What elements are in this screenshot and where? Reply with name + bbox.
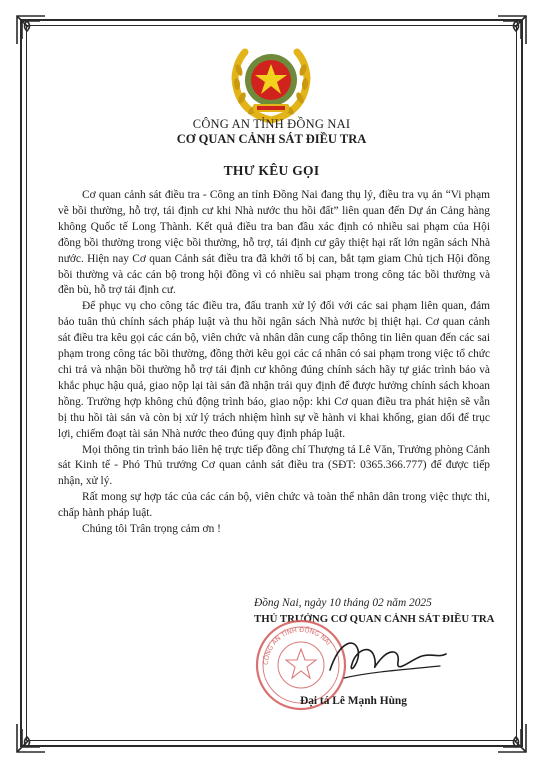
signer-position: THỦ TRƯỞNG CƠ QUAN CẢNH SÁT ĐIỀU TRA bbox=[254, 613, 495, 625]
document-title: THƯ KÊU GỌI bbox=[223, 163, 320, 178]
letter-body bbox=[58, 188, 490, 538]
signer-name: Đại tá Lê Mạnh Hùng bbox=[300, 695, 407, 707]
corner-ornament-icon bbox=[495, 721, 529, 755]
paragraph: Cơ quan cảnh sát điều tra - Công an tỉnh Đồng Nai đang thụ lý, điều tra vụ án “Vi phạm về bồi thường, hỗ trợ, tái định cư khi Nhà nước thu hồi đất” liên quan đến Dự án Cảng hàng không Quốc tế Long Thành. Kết quả điều tra ban đầu xác định có nhiều sai phạm của Hội đồng bồi thường trong việc bồi thường, hỗ trợ, tái định cư gây thiệt hại rất lớn ngân sách Nhà nước. Hiện nay Cơ quan Cảnh sát điều tra đã khởi tố bị can, bắt tạm giam Chủ tịch Hội đồng bồi thường và các cán bộ trong hội đồng vì có nhiều sai phạm trong công tác bồi thường và đền bù, hỗ trợ tái định cư. bbox=[58, 189, 490, 297]
handwritten-signature-icon bbox=[300, 620, 460, 690]
paragraph: Mọi thông tin trình báo liên hệ trực tiếp đồng chí Thượng tá Lê Văn, Trưởng phòng Cảnh sát Kinh tế - Phó Thủ trưởng Cơ quan cảnh sát điều tra (SĐT: 0365.366.777) để được tiếp nhận, xử lý. bbox=[58, 443, 490, 488]
corner-ornament-icon bbox=[14, 13, 48, 47]
place-date: Đồng Nai, ngày 10 tháng 02 năm 2025 bbox=[254, 597, 432, 609]
paragraph: Để phục vụ cho công tác điều tra, đấu tranh xử lý đối với các sai phạm liên quan, đảm bảo tuân thủ chính sách pháp luật và thu hồi ngân sách Nhà nước bị thiệt hại. Cơ quan cảnh sát điều tra kêu gọi các cán bộ, viên chức và nhân dân cung cấp thông tin liên quan đến các sai phạm trong công tác bồi thường, đồng thời kêu gọi các cá nhân có sai phạm trong việc tổ chức chi trả và nhận bồi thường hỗ trợ tái định cư không đúng chính sách hãy tự giác trình báo và khắc phục hậu quả, giao nộp lại tài sản đã nhận trái quy định để được hưởng chính sách khoan hồng. Trường hợp không chủ động trình báo, giao nộp: khi Cơ quan điều tra phát hiện sẽ vẫn bị thu hồi tài sản và còn bị xử lý trách nhiệm hình sự về hành vi khai khống, gian dối để trục lợi, chiếm đoạt tài sản Nhà nước theo đúng quy định pháp luật. bbox=[58, 300, 490, 440]
corner-ornament-icon bbox=[14, 721, 48, 755]
org-line-2: CƠ QUAN CẢNH SÁT ĐIỀU TRA bbox=[176, 132, 367, 146]
paragraph: Rất mong sự hợp tác của các cán bộ, viên chức và toàn thể nhân dân trong việc thực thi, chấp hành pháp luật. bbox=[58, 491, 490, 520]
paragraph: Chúng tôi Trân trọng cảm ơn ! bbox=[82, 523, 221, 536]
corner-ornament-icon bbox=[495, 13, 529, 47]
org-line-1: CÔNG AN TỈNH ĐỒNG NAI bbox=[192, 117, 351, 131]
stamp-text: CÔNG AN TỈNH ĐỒNG NAI bbox=[261, 625, 333, 666]
police-emblem-icon bbox=[227, 40, 315, 126]
